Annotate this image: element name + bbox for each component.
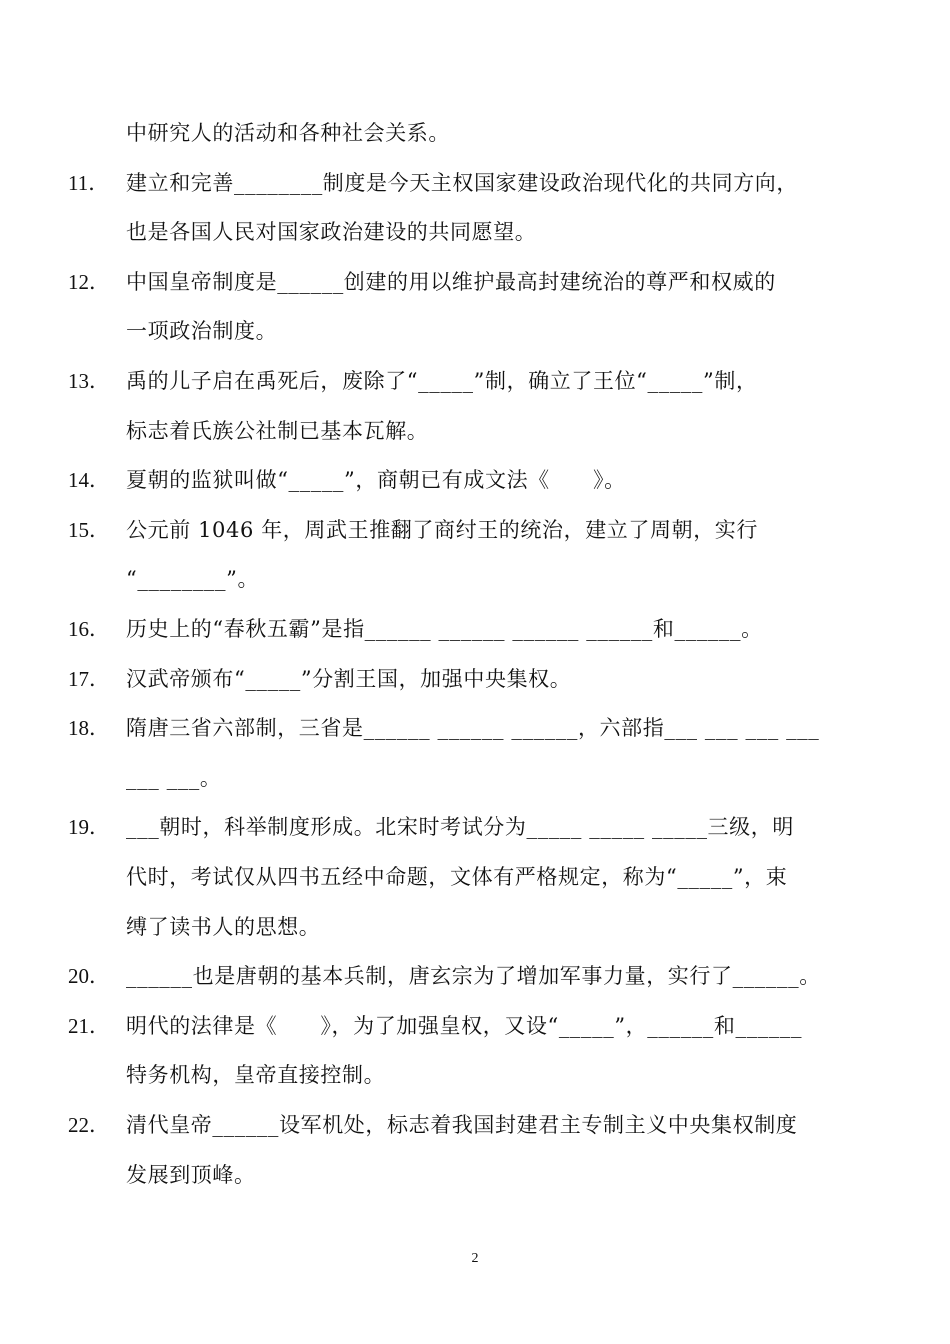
question-text-line: 特务机构，皇帝直接控制。 (126, 1063, 386, 1087)
question-number: 15． (68, 518, 110, 542)
question-number: 20． (68, 964, 110, 988)
question-text-line: 代时，考试仅从四书五经中命题，文体有严格规定，称为“_____”，束 (126, 865, 788, 889)
question-text-line: 清代皇帝______设军机处，标志着我国封建君主专制主义中央集权制度 (126, 1113, 798, 1137)
question-text-line: 历史上的“春秋五霸”是指______ ______ ______ ______和______。 (126, 617, 763, 641)
question-text-line: 缚了读书人的思想。 (126, 915, 321, 939)
question-number: 16． (68, 617, 110, 641)
question-text-line: 隋唐三省六部制，三省是______ ______ ______，六部指___ ___ ___ ___ (126, 716, 820, 740)
question-text-line: 夏朝的监狱叫做“_____”，商朝已有成文法《 》。 (126, 468, 626, 492)
question-number: 13． (68, 369, 110, 393)
question-text-line: 公元前 1046 年，周武王推翻了商纣王的统治，建立了周朝，实行 (126, 518, 758, 542)
question-number: 21． (68, 1014, 110, 1038)
question-number: 12． (68, 270, 110, 294)
question-text-line: 中研究人的活动和各种社会关系。 (126, 121, 450, 145)
question-number: 22． (68, 1113, 110, 1137)
question-text-line: 明代的法律是《 》，为了加强皇权，又设“_____”，______和______ (126, 1014, 803, 1038)
question-text-line: 标志着氏族公社制已基本瓦解。 (126, 419, 429, 443)
question-text-line: ___ ___。 (126, 766, 222, 790)
question-text-line: ___朝时，科举制度形成。北宋时考试分为_____ _____ _____三级，明 (126, 815, 794, 839)
question-text-line: 禹的儿子启在禹死后，废除了“_____”制，确立了王位“_____”制， (126, 369, 758, 393)
question-number: 19． (68, 815, 110, 839)
question-text-line: 汉武帝颁布“_____”分割王国，加强中央集权。 (126, 667, 572, 691)
question-text-line: 一项政治制度。 (126, 319, 278, 343)
question-number: 18． (68, 716, 110, 740)
question-number: 11． (68, 171, 110, 195)
page-number: 2 (471, 1251, 479, 1266)
question-text-line: 也是各国人民对国家政治建设的共同愿望。 (126, 220, 537, 244)
question-number: 17． (68, 667, 110, 691)
question-text-line: 建立和完善________制度是今天主权国家建设政治现代化的共同方向， (126, 171, 798, 195)
question-text-line: 中国皇帝制度是______创建的用以维护最高封建统治的尊严和权威的 (126, 270, 776, 294)
question-text-line: “________”。 (126, 567, 260, 591)
question-text-line: 发展到顶峰。 (126, 1163, 256, 1187)
question-number: 14． (68, 468, 110, 492)
question-text-line: ______也是唐朝的基本兵制，唐玄宗为了增加军事力量，实行了______。 (126, 964, 821, 988)
